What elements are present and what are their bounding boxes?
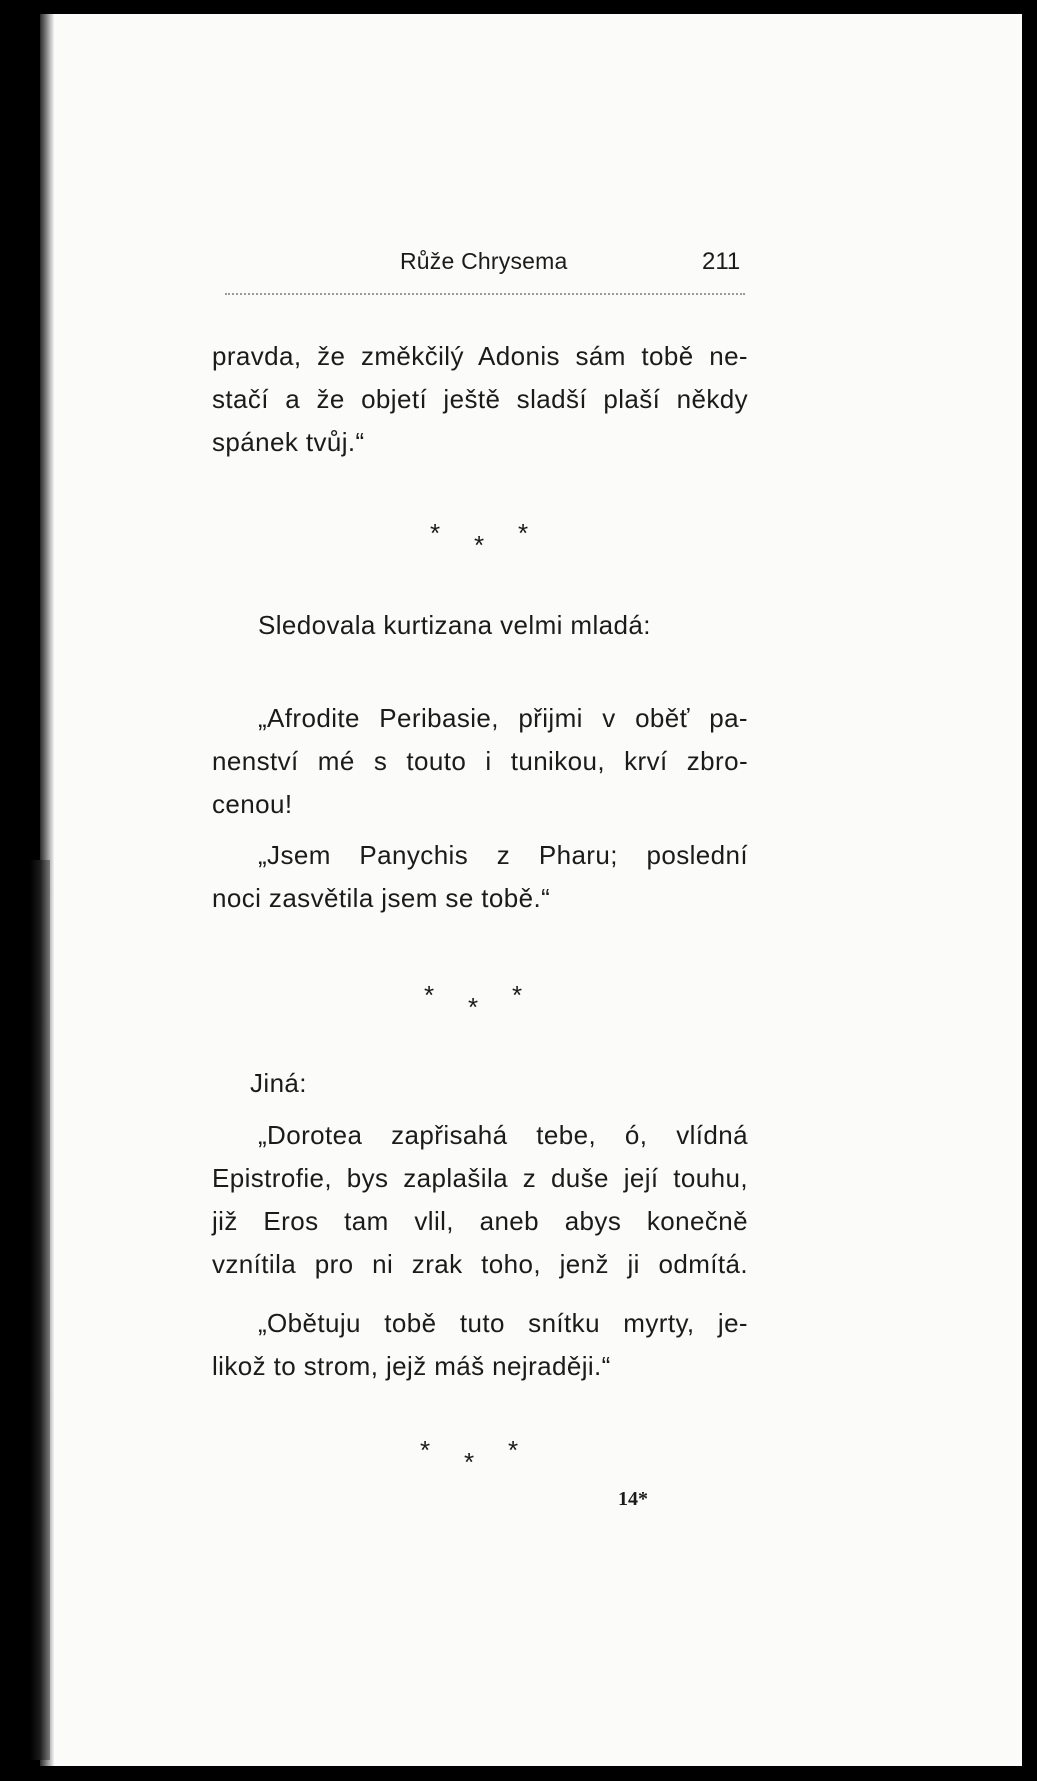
paragraph-3 xyxy=(212,697,748,826)
paragraph-line: pravda, že změkčilý Adonis sám tobě ne- xyxy=(212,341,748,371)
paragraph-7 xyxy=(212,1302,748,1388)
paragraph-line: „Jsem Panychis z Pharu; poslední xyxy=(258,840,748,870)
paragraph-line: již Eros tam vlil, aneb abys konečně xyxy=(212,1206,748,1236)
star-mark: * xyxy=(512,980,523,1010)
paragraph-5: Jiná: xyxy=(250,1068,307,1098)
page-number: 211 xyxy=(702,248,741,275)
paragraph-line: „Afrodite Peribasie, přijmi v oběť pa- xyxy=(258,703,748,733)
paragraph-4 xyxy=(212,834,748,920)
star-mark: * xyxy=(464,1447,475,1477)
paragraph-line: noci zasvětila jsem se tobě.“ xyxy=(212,883,551,913)
paragraph-line: stačí a že objetí ještě sladší plaší někdy xyxy=(212,384,748,414)
paragraph-2: Sledovala kurtizana velmi mladá: xyxy=(258,610,651,640)
star-mark: * xyxy=(420,1435,431,1465)
star-mark: * xyxy=(518,518,529,548)
star-mark: * xyxy=(468,992,479,1022)
paragraph-line: Epistrofie, bys zaplašila z duše její touhu, xyxy=(212,1163,748,1193)
star-mark: * xyxy=(424,980,435,1010)
paragraph-6 xyxy=(212,1114,748,1286)
paragraph-line: likož to strom, jejž máš nejraději.“ xyxy=(212,1351,611,1381)
paragraph-line: cenou! xyxy=(212,789,293,819)
header-rule xyxy=(225,293,745,295)
paragraph-line: vznítila pro ni zrak toho, jenž ji odmítá. xyxy=(212,1249,748,1279)
paragraph-line: nenství mé s touto i tunikou, krví zbro- xyxy=(212,746,748,776)
star-mark: * xyxy=(508,1435,519,1465)
paragraph-1 xyxy=(212,335,748,464)
running-head-title: Růže Chrysema xyxy=(400,248,568,274)
star-mark: * xyxy=(474,530,485,560)
paragraph-line: „Obětuju tobě tuto snítku myrty, je- xyxy=(258,1308,748,1338)
star-mark: * xyxy=(430,518,441,548)
paragraph-line: spánek tvůj.“ xyxy=(212,427,365,457)
paragraph-line: „Dorotea zapřisahá tebe, ó, vlídná xyxy=(258,1120,748,1150)
signature-mark: 14* xyxy=(618,1488,648,1510)
